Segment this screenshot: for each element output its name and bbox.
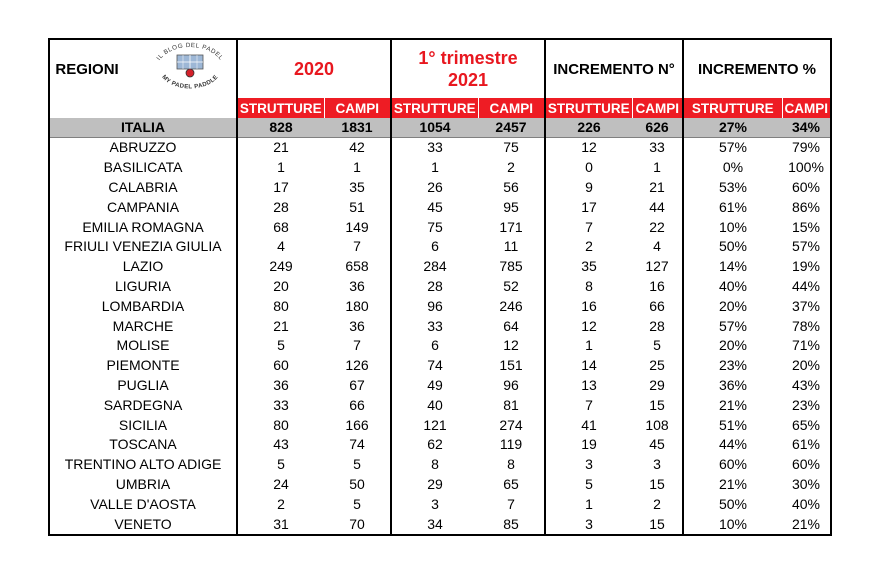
sub-strutture-inc-n: STRUTTURE: [545, 98, 632, 118]
sub-strutture-inc-pct: STRUTTURE: [683, 98, 782, 118]
cell-strutture-2021: 96: [391, 296, 478, 316]
cell-campi-inc-n: 45: [649, 436, 665, 453]
cell-strutture-2020: 21: [237, 138, 324, 158]
cell-strutture-inc-n: 3: [545, 514, 632, 535]
total-row-italia: [49, 118, 831, 138]
cell-campi-2021: 2: [507, 159, 515, 176]
cell-strutture-2020: 80: [237, 415, 324, 435]
cell-campi-inc-n: 5: [653, 337, 661, 354]
cell-campi-2020: 166: [345, 416, 369, 433]
cell-campi-2021: 85: [478, 514, 545, 535]
cell-strutture-inc-n: 19: [545, 435, 632, 455]
table-row: [49, 316, 831, 336]
cell-strutture-inc-pct: 14%: [683, 257, 782, 277]
year-2020-header-cell: [237, 39, 391, 98]
cell-campi-inc-n: 1: [653, 159, 661, 176]
cell-campi-2020: 67: [349, 376, 365, 393]
cell-campi-2020: 74: [349, 436, 365, 453]
cell-campi-2021: 119: [499, 436, 523, 453]
cell-campi-2021: 8: [507, 456, 515, 473]
cell-campi-inc-pct: 71%: [782, 336, 831, 356]
cell-campi-inc-n: 21: [649, 178, 665, 195]
cell-campi-2021: 52: [503, 277, 519, 294]
table-row: [49, 475, 831, 495]
region-name: SARDEGNA: [49, 395, 237, 415]
region-name: MOLISE: [49, 336, 237, 356]
region-name: VENETO: [49, 514, 237, 535]
table-row: [49, 435, 831, 455]
cell-strutture-2020: 20: [237, 277, 324, 297]
cell-campi-2021: 95: [503, 198, 519, 215]
cell-campi-2020: 51: [349, 198, 365, 215]
padel-blog-logo-image: [147, 41, 233, 93]
cell-campi-inc-pct: 37%: [782, 296, 831, 316]
cell-strutture-inc-pct: 57%: [683, 138, 782, 158]
cell-campi-2020: 180: [345, 297, 369, 314]
cell-campi-inc-n: 4: [653, 238, 661, 255]
region-name: TOSCANA: [49, 435, 237, 455]
cell-strutture-2021: 121: [391, 415, 478, 435]
cell-strutture-inc-pct: 21%: [683, 395, 782, 415]
cell-strutture-inc-pct: 10%: [683, 217, 782, 237]
cell-strutture-2020: 80: [237, 296, 324, 316]
cell-strutture-inc-pct: 21%: [683, 475, 782, 495]
cell-strutture-inc-n: 9: [545, 178, 632, 198]
cell-strutture-inc-n: 17: [545, 197, 632, 217]
cell-strutture-inc-n: 226: [545, 118, 632, 138]
incremento-pct-header: INCREMENTO %: [697, 60, 817, 78]
cell-campi-inc-pct: 23%: [782, 395, 831, 415]
regioni-header: REGIONI: [55, 60, 119, 78]
cell-campi-inc-pct: 19%: [782, 257, 831, 277]
cell-campi-inc-pct: 40%: [782, 494, 831, 514]
subheader-row: [49, 98, 831, 118]
cell-strutture-2021: 75: [391, 217, 478, 237]
regioni-header-cell: [49, 39, 237, 98]
region-name: MARCHE: [49, 316, 237, 336]
table-row: [49, 178, 831, 198]
region-name: PIEMONTE: [49, 356, 237, 376]
sub-strutture-2021: STRUTTURE: [391, 98, 478, 118]
cell-campi-inc-n: 16: [649, 277, 665, 294]
cell-strutture-2021: 8: [391, 455, 478, 475]
cell-strutture-inc-n: 12: [545, 138, 632, 158]
table-row: [49, 158, 831, 178]
cell-campi-inc-pct: 44%: [782, 277, 831, 297]
cell-campi-inc-pct: 21%: [782, 514, 831, 535]
cell-strutture-2021: 6: [391, 237, 478, 257]
table-row: [49, 277, 831, 297]
cell-strutture-2021: 62: [391, 435, 478, 455]
cell-campi-inc-pct: 78%: [782, 316, 831, 336]
cell-campi-inc-n: 15: [649, 396, 665, 413]
cell-campi-2020: 7: [353, 238, 361, 255]
cell-strutture-inc-pct: 60%: [683, 455, 782, 475]
cell-campi-2020: 36: [349, 277, 365, 294]
cell-strutture-inc-n: 7: [545, 217, 632, 237]
sub-strutture-2020: STRUTTURE: [237, 98, 324, 118]
cell-campi-inc-pct: 34%: [782, 118, 831, 138]
cell-campi-2021: 171: [499, 218, 523, 235]
region-name: FRIULI VENEZIA GIULIA: [49, 237, 237, 257]
table-row: [49, 197, 831, 217]
cell-strutture-2021: 1: [391, 158, 478, 178]
table-row: [49, 217, 831, 237]
incremento-pct-header-cell: [683, 39, 831, 98]
cell-strutture-inc-n: 3: [545, 455, 632, 475]
cell-campi-2021: 96: [503, 376, 519, 393]
cell-campi-inc-n: 15: [649, 475, 665, 492]
cell-strutture-inc-pct: 53%: [683, 178, 782, 198]
region-name: PUGLIA: [49, 376, 237, 396]
table-row: [49, 395, 831, 415]
region-name: VALLE D'AOSTA: [49, 494, 237, 514]
table-row: [49, 296, 831, 316]
region-name: LIGURIA: [49, 277, 237, 297]
cell-strutture-2020: 31: [237, 514, 324, 535]
cell-campi-inc-n: 3: [653, 456, 661, 473]
cell-campi-2020: 658: [345, 258, 369, 275]
cell-strutture-inc-n: 5: [545, 475, 632, 495]
sub-campi-inc-pct: CAMPI: [782, 98, 831, 118]
cell-strutture-inc-n: 16: [545, 296, 632, 316]
cell-campi-2021: 246: [499, 297, 523, 314]
cell-strutture-inc-n: 41: [545, 415, 632, 435]
cell-campi-2020: 36: [349, 317, 365, 334]
cell-campi-inc-pct: 30%: [782, 475, 831, 495]
cell-strutture-inc-pct: 40%: [683, 277, 782, 297]
region-name: LAZIO: [49, 257, 237, 277]
cell-campi-inc-n: 66: [649, 297, 665, 314]
cell-campi-inc-n: 127: [645, 258, 669, 275]
cell-strutture-2021: 284: [391, 257, 478, 277]
cell-campi-2020: 5: [353, 495, 361, 512]
cell-strutture-inc-pct: 20%: [683, 296, 782, 316]
cell-strutture-2020: 1: [237, 158, 324, 178]
cell-strutture-2021: 74: [391, 356, 478, 376]
cell-strutture-2021: 1054: [391, 118, 478, 138]
cell-strutture-inc-n: 2: [545, 237, 632, 257]
cell-strutture-inc-n: 0: [545, 158, 632, 178]
cell-strutture-2020: 21: [237, 316, 324, 336]
cell-strutture-inc-pct: 0%: [683, 158, 782, 178]
incremento-n-header-cell: [545, 39, 683, 98]
cell-campi-inc-n: 33: [649, 139, 665, 156]
cell-strutture-2021: 49: [391, 376, 478, 396]
cell-campi-2020: 1: [353, 159, 361, 176]
cell-strutture-inc-n: 7: [545, 395, 632, 415]
cell-strutture-inc-n: 1: [545, 494, 632, 514]
cell-strutture-inc-pct: 10%: [683, 514, 782, 535]
logo-text-top: IL BLOG DEL PADEL: [154, 41, 225, 62]
cell-strutture-2021: 33: [391, 138, 478, 158]
table-row: [49, 415, 831, 435]
cell-campi-2021: 274: [499, 416, 523, 433]
cell-strutture-2020: 24: [237, 475, 324, 495]
cell-strutture-2020: 17: [237, 178, 324, 198]
period-2021-header-cell: [391, 39, 545, 98]
cell-campi-inc-pct: 60%: [782, 178, 831, 198]
cell-campi-2021: 2457: [478, 118, 545, 138]
cell-strutture-2021: 33: [391, 316, 478, 336]
table-row: [49, 138, 831, 158]
cell-strutture-2020: 36: [237, 376, 324, 396]
cell-campi-inc-n: 2: [653, 495, 661, 512]
region-name: BASILICATA: [49, 158, 237, 178]
sub-campi-2021: CAMPI: [478, 98, 545, 118]
cell-campi-2020: 42: [349, 139, 365, 156]
cell-campi-inc-pct: 20%: [782, 356, 831, 376]
incremento-n-header: INCREMENTO N°: [553, 60, 675, 78]
region-name: ITALIA: [49, 118, 237, 138]
cell-strutture-inc-pct: 20%: [683, 336, 782, 356]
cell-strutture-inc-n: 13: [545, 376, 632, 396]
sub-campi-2020: CAMPI: [324, 98, 391, 118]
cell-strutture-inc-pct: 44%: [683, 435, 782, 455]
cell-strutture-inc-pct: 50%: [683, 494, 782, 514]
cell-campi-2020: 35: [349, 178, 365, 195]
cell-strutture-inc-pct: 61%: [683, 197, 782, 217]
cell-strutture-inc-n: 1: [545, 336, 632, 356]
cell-campi-2020: 66: [349, 396, 365, 413]
cell-campi-2021: 64: [503, 317, 519, 334]
cell-strutture-inc-n: 35: [545, 257, 632, 277]
region-name: TRENTINO ALTO ADIGE: [49, 455, 237, 475]
cell-strutture-2020: 5: [237, 455, 324, 475]
cell-strutture-inc-pct: 27%: [683, 118, 782, 138]
cell-campi-2020: 70: [324, 514, 391, 535]
cell-campi-inc-n: 15: [632, 514, 683, 535]
cell-strutture-2020: 68: [237, 217, 324, 237]
cell-strutture-2020: 828: [237, 118, 324, 138]
logo-text-bottom: MY PADEL PADDLE: [159, 73, 220, 90]
cell-campi-2021: 56: [503, 178, 519, 195]
cell-strutture-2020: 43: [237, 435, 324, 455]
cell-campi-inc-pct: 57%: [782, 237, 831, 257]
region-name: CALABRIA: [49, 178, 237, 198]
subheader-blank: [49, 98, 237, 118]
cell-campi-inc-n: 44: [649, 198, 665, 215]
cell-campi-2021: 65: [503, 475, 519, 492]
cell-strutture-inc-pct: 51%: [683, 415, 782, 435]
cell-campi-inc-n: 22: [649, 218, 665, 235]
cell-strutture-inc-n: 8: [545, 277, 632, 297]
cell-strutture-2021: 45: [391, 197, 478, 217]
period-2021-line1: 1° trimestre: [418, 48, 518, 68]
region-name: ABRUZZO: [49, 138, 237, 158]
cell-strutture-2020: 249: [237, 257, 324, 277]
cell-strutture-inc-pct: 57%: [683, 316, 782, 336]
cell-strutture-inc-n: 12: [545, 316, 632, 336]
cell-campi-inc-pct: 43%: [782, 376, 831, 396]
cell-campi-inc-pct: 61%: [782, 435, 831, 455]
region-name: EMILIA ROMAGNA: [49, 217, 237, 237]
cell-campi-2021: 12: [503, 337, 519, 354]
cell-strutture-inc-n: 14: [545, 356, 632, 376]
table-row: [49, 455, 831, 475]
cell-campi-inc-pct: 65%: [782, 415, 831, 435]
cell-campi-2021: 11: [503, 238, 519, 255]
cell-campi-2020: 50: [349, 475, 365, 492]
cell-campi-inc-pct: 15%: [782, 217, 831, 237]
cell-strutture-inc-pct: 50%: [683, 237, 782, 257]
table-row: [49, 376, 831, 396]
cell-strutture-2021: 3: [391, 494, 478, 514]
cell-campi-inc-pct: 100%: [782, 158, 831, 178]
table-row: [49, 237, 831, 257]
cell-campi-2020: 126: [345, 357, 369, 374]
padel-blog-logo: [147, 41, 233, 98]
period-2021-line2: 2021: [447, 70, 489, 90]
cell-campi-inc-n: 25: [649, 357, 665, 374]
cell-campi-inc-n: 29: [649, 376, 665, 393]
table-row: [49, 494, 831, 514]
cell-strutture-inc-pct: 23%: [683, 356, 782, 376]
cell-campi-2021: 785: [499, 258, 523, 275]
cell-campi-2021: 151: [499, 357, 523, 374]
table-row: [49, 514, 831, 535]
cell-campi-2020: 149: [345, 218, 369, 235]
cell-campi-inc-n: 626: [632, 118, 683, 138]
cell-campi-2021: 7: [507, 495, 515, 512]
cell-campi-inc-n: 28: [649, 317, 665, 334]
cell-campi-inc-pct: 86%: [782, 197, 831, 217]
cell-strutture-2021: 26: [391, 178, 478, 198]
cell-campi-2020: 7: [353, 337, 361, 354]
cell-strutture-2021: 40: [391, 395, 478, 415]
cell-strutture-2021: 34: [391, 514, 478, 535]
cell-strutture-2020: 5: [237, 336, 324, 356]
cell-strutture-2021: 6: [391, 336, 478, 356]
cell-strutture-2021: 28: [391, 277, 478, 297]
region-name: UMBRIA: [49, 475, 237, 495]
cell-strutture-inc-pct: 36%: [683, 376, 782, 396]
year-2020-header: 2020: [293, 59, 335, 79]
cell-strutture-2020: 33: [237, 395, 324, 415]
table-row: [49, 356, 831, 376]
sub-campi-inc-n: CAMPI: [632, 98, 683, 118]
cell-campi-2020: 5: [353, 456, 361, 473]
cell-strutture-2021: 29: [391, 475, 478, 495]
cell-strutture-2020: 28: [237, 197, 324, 217]
cell-campi-inc-n: 108: [645, 416, 669, 433]
cell-campi-2021: 75: [503, 139, 519, 156]
cell-campi-2021: 81: [503, 396, 519, 413]
cell-campi-2020: 1831: [324, 118, 391, 138]
cell-campi-inc-pct: 79%: [782, 138, 831, 158]
table-row: [49, 336, 831, 356]
cell-strutture-2020: 4: [237, 237, 324, 257]
table-row: [49, 257, 831, 277]
region-name: LOMBARDIA: [49, 296, 237, 316]
padel-regions-table: [48, 38, 832, 536]
cell-strutture-2020: 2: [237, 494, 324, 514]
region-name: CAMPANIA: [49, 197, 237, 217]
cell-strutture-2020: 60: [237, 356, 324, 376]
cell-campi-inc-pct: 60%: [782, 455, 831, 475]
region-name: SICILIA: [49, 415, 237, 435]
